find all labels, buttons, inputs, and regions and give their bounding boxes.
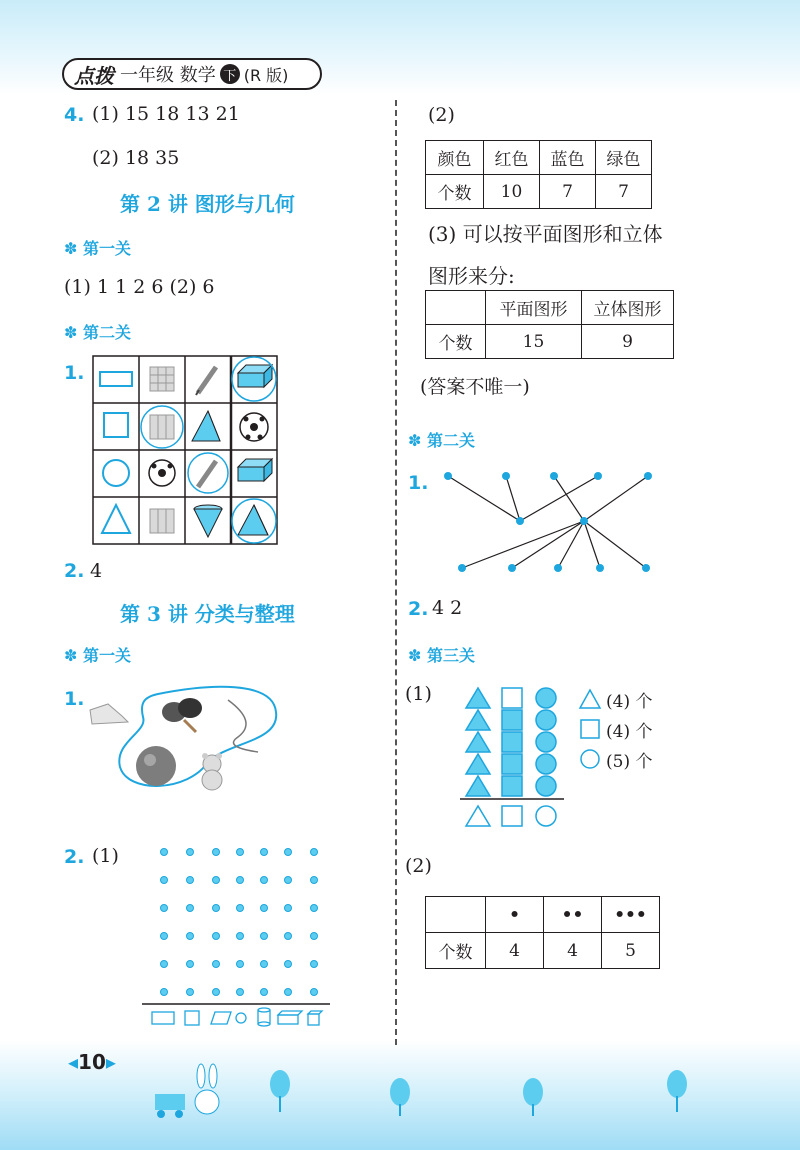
question-number: 2. [64,846,85,868]
table-row-label: 个数 [426,325,486,359]
legend-count: (4) 个 [606,721,653,742]
table-cell: 5 [602,933,660,969]
grid-dot [213,989,220,996]
triangle-icon [578,688,602,710]
grid-dot [285,877,292,884]
grid-dot [213,905,220,912]
table-header-cell: 绿色 [596,141,652,175]
table-cell: 10 [484,175,540,209]
level-label: 第二关 [82,323,131,342]
grid-dot [237,961,244,968]
rectangle-icon [100,372,132,386]
ball-icon [136,746,176,786]
grid-dot [187,877,194,884]
square-icon [502,776,522,796]
table-header-cell: • [486,897,544,933]
level-label: 第一关 [82,646,131,665]
grid-dot [285,961,292,968]
grid-dot [285,849,292,856]
grid-dot [237,933,244,940]
soccer-ball-icon [240,413,268,441]
footer-decoration [145,1062,745,1122]
grouping-illustration [88,682,288,802]
answer-line: 图形来分: [428,264,515,288]
grid-dot [213,933,220,940]
question-number: 2. [64,560,85,582]
dot-chart [140,840,335,1032]
bunny-icon [195,1064,219,1114]
square-icon [185,1011,199,1025]
question-number: 1. [64,362,85,384]
grid-dot [161,933,168,940]
grid-dot [161,961,168,968]
grid-dot [311,989,318,996]
question-number: 1. [408,472,429,494]
book-logo: 点拨 [74,63,114,88]
square-icon [104,413,128,437]
page-number-value: 10 [78,1050,106,1074]
part-label: (1) [92,845,119,867]
note-text: (答案不唯一) [420,376,530,398]
grid-dot [261,933,268,940]
grid-dot [285,905,292,912]
tree-icon [667,1070,687,1112]
legend-count: (5) 个 [606,751,653,772]
square-icon [502,754,522,774]
circle-icon [578,748,602,770]
circle-icon [536,688,556,708]
color-count-table [425,140,652,209]
grid-dot [311,905,318,912]
square-icon [502,688,522,708]
match-dot [642,564,650,572]
match-dot [550,472,558,480]
table-header-cell [426,291,486,325]
parallelogram-icon [211,1012,231,1024]
grid-dot [237,989,244,996]
cylinder-icon [258,1008,270,1026]
grid-dot [187,905,194,912]
circle-icon [103,460,129,486]
grid-dot [311,877,318,884]
grid-dot [311,961,318,968]
answer-line: (1) 15 18 13 21 [92,103,240,125]
legend-row [578,714,652,744]
shape-legend [578,684,652,774]
table-cell: 4 [486,933,544,969]
triangle-icon [466,732,490,752]
grid-dot [213,961,220,968]
edition-label: (R 版) [243,65,289,85]
cone-icon [194,505,222,537]
circle-icon [536,732,556,752]
level-heading: ✽ 第一关 [64,646,131,665]
legend-row [578,744,652,774]
level-heading: ✽ 第二关 [64,323,131,342]
grid-dot [161,989,168,996]
grid-dot [285,989,292,996]
grid-dot [161,905,168,912]
sneaker-icon [90,704,128,724]
grid-dot [237,849,244,856]
table-header-cell: 红色 [484,141,540,175]
match-dot [502,472,510,480]
tree-icon [390,1078,410,1116]
match-dot [444,472,452,480]
triangle-icon [102,505,130,533]
soccer-ball-icon [149,460,175,486]
answer-line: (1) 1 1 2 6 (2) 6 [64,276,215,298]
question-number: 2. [408,598,429,620]
square-icon [502,806,522,826]
circle-icon [536,710,556,730]
pyramid-icon [192,411,220,441]
page-number: ◂10▸ [68,1050,116,1074]
triangle-icon [466,754,490,774]
answer-line: (2) 18 35 [92,147,180,169]
table-cell: 15 [486,325,582,359]
legend-row [578,684,652,714]
table-header-cell: 立体图形 [582,291,674,325]
grid-dot [261,849,268,856]
grid-dot [187,849,194,856]
cuboid-icon [278,1011,302,1024]
grid-dot [311,933,318,940]
grid-dot [237,877,244,884]
part-label: (2) [428,104,455,126]
grid-dot [187,989,194,996]
pencil-icon [196,367,216,395]
triangle-icon [466,776,490,796]
lesson-title: 第 3 讲 分类与整理 [120,602,295,626]
answer-value: 4 2 [432,597,463,619]
match-dot [594,472,602,480]
grid-dot [261,905,268,912]
match-dot [458,564,466,572]
shape-grid [92,355,282,547]
table-cell: 4 [544,933,602,969]
pencil-icon [188,453,228,493]
legend-count: (4) 个 [606,691,653,712]
table-cell: 7 [540,175,596,209]
answer-value: 4 [90,560,103,582]
square-icon [502,732,522,752]
level-label: 第三关 [426,646,475,665]
cuboid-icon [232,357,276,401]
match-dot [516,517,524,525]
match-dot [580,517,588,525]
grid-dot [187,961,194,968]
match-dot [596,564,604,572]
circle-icon [536,776,556,796]
grid-dot [261,989,268,996]
lesson-title: 第 2 讲 图形与几何 [120,192,295,216]
square-icon [578,718,602,740]
teddy-bear-icon [202,753,222,790]
table-header-cell: ••• [602,897,660,933]
tree-icon [270,1070,290,1112]
cuboid-icon [238,459,272,481]
cube-icon [141,406,183,448]
paddle-icon [162,698,202,732]
table-header-cell: •• [544,897,602,933]
cart-icon [155,1094,185,1118]
cube-icon [308,1011,322,1025]
level-label: 第一关 [82,239,131,258]
pyramid-icon [232,499,276,543]
level-heading: ✽ 第一关 [64,239,131,258]
grid-dot [213,849,220,856]
triangle-icon [466,710,490,730]
table-header-cell: 平面图形 [486,291,582,325]
circle-icon [536,806,556,826]
table-row-label: 个数 [426,933,486,969]
triangle-icon [466,806,490,826]
grid-dot [311,849,318,856]
match-dot [508,564,516,572]
grid-dot [213,877,220,884]
table-header-cell: 颜色 [426,141,484,175]
part-label: (2) [405,855,432,877]
table-row-label: 个数 [426,175,484,209]
circle-icon [236,1013,246,1023]
grid-dot [161,849,168,856]
volume-badge: 下 [220,64,240,84]
square-icon [502,710,522,730]
part-label: (1) [405,683,432,705]
match-dot [644,472,652,480]
answer-line: (3) 可以按平面图形和立体 [428,222,663,246]
match-dot [554,564,562,572]
book-header [62,58,322,90]
level-heading: ✽ 第三关 [408,646,475,665]
matching-diagram [440,468,660,578]
level-heading: ✽ 第二关 [408,431,475,450]
shape-count-table [425,290,674,359]
triangle-icon [466,688,490,708]
book-title: 一年级 数学 [120,65,216,86]
grid-dot [237,905,244,912]
column-divider [395,100,397,1045]
question-number: 4. [64,104,85,126]
table-header-cell [426,897,486,933]
tree-icon [523,1078,543,1116]
question-number: 1. [64,688,85,710]
circle-icon [536,754,556,774]
rectangle-icon [152,1012,174,1024]
grid-dot [285,933,292,940]
level-label: 第二关 [426,431,475,450]
grid-dot [161,877,168,884]
cube-icon [150,509,174,533]
dot-count-table [425,896,660,969]
table-cell: 9 [582,325,674,359]
table-cell: 7 [596,175,652,209]
grid-dot [187,933,194,940]
grid-dot [261,961,268,968]
grid-dot [261,877,268,884]
shape-pictograph [460,686,570,831]
cube-icon [150,367,174,391]
table-header-cell: 蓝色 [540,141,596,175]
